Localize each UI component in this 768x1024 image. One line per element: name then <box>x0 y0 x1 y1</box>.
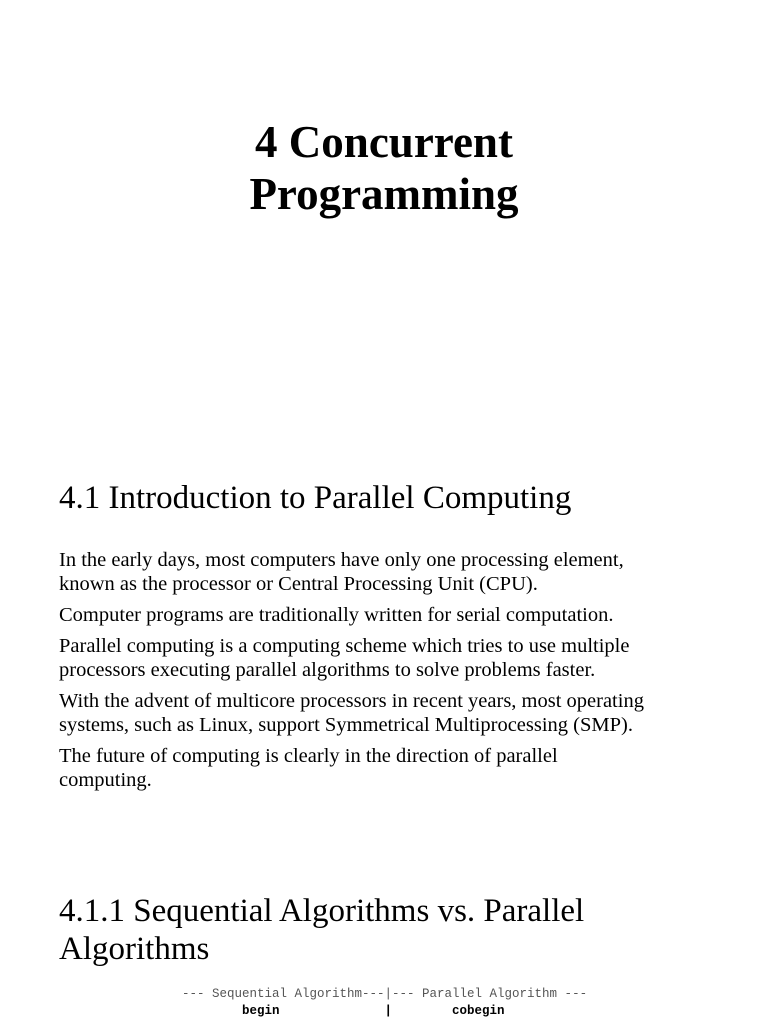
paragraph-line: The future of computing is clearly in the direction of parallel <box>59 745 558 767</box>
paragraph-line: systems, such as Linux, support Symmetrical Multiprocessing (SMP). <box>59 714 633 736</box>
subsection-heading-line-2: Algorithms <box>59 931 210 967</box>
paragraph-2 <box>59 603 719 627</box>
code-row: begin | cobegin <box>182 1004 505 1018</box>
algorithm-comparison-code <box>182 986 612 1020</box>
chapter-title-line-1: 4 Concurrent <box>255 117 513 167</box>
paragraph-line: Parallel computing is a computing scheme which tries to use multiple <box>59 635 630 657</box>
section-heading: 4.1 Introduction to Parallel Computing <box>59 480 572 516</box>
paragraph-1 <box>59 548 719 596</box>
paragraph-line: known as the processor or Central Processing Unit (CPU). <box>59 573 538 595</box>
paragraph-line: In the early days, most computers have only one processing element, <box>59 549 624 571</box>
paragraph-line: computing. <box>59 769 152 791</box>
paragraph-line: processors executing parallel algorithms to solve problems faster. <box>59 659 596 681</box>
paragraph-line: Computer programs are traditionally written for serial computation. <box>59 604 614 626</box>
chapter-title-line-2: Programming <box>249 169 519 219</box>
paragraph-line: With the advent of multicore processors in recent years, most operating <box>59 690 644 712</box>
paragraph-4 <box>59 689 719 737</box>
section-body <box>59 548 719 799</box>
subsection-heading <box>59 892 584 968</box>
paragraph-3 <box>59 634 719 682</box>
paragraph-5 <box>59 744 719 792</box>
subsection-heading-line-1: 4.1.1 Sequential Algorithms vs. Parallel <box>59 893 585 929</box>
code-header: --- Sequential Algorithm---|--- Parallel Algorithm --- <box>182 987 588 1001</box>
chapter-title <box>0 116 768 220</box>
